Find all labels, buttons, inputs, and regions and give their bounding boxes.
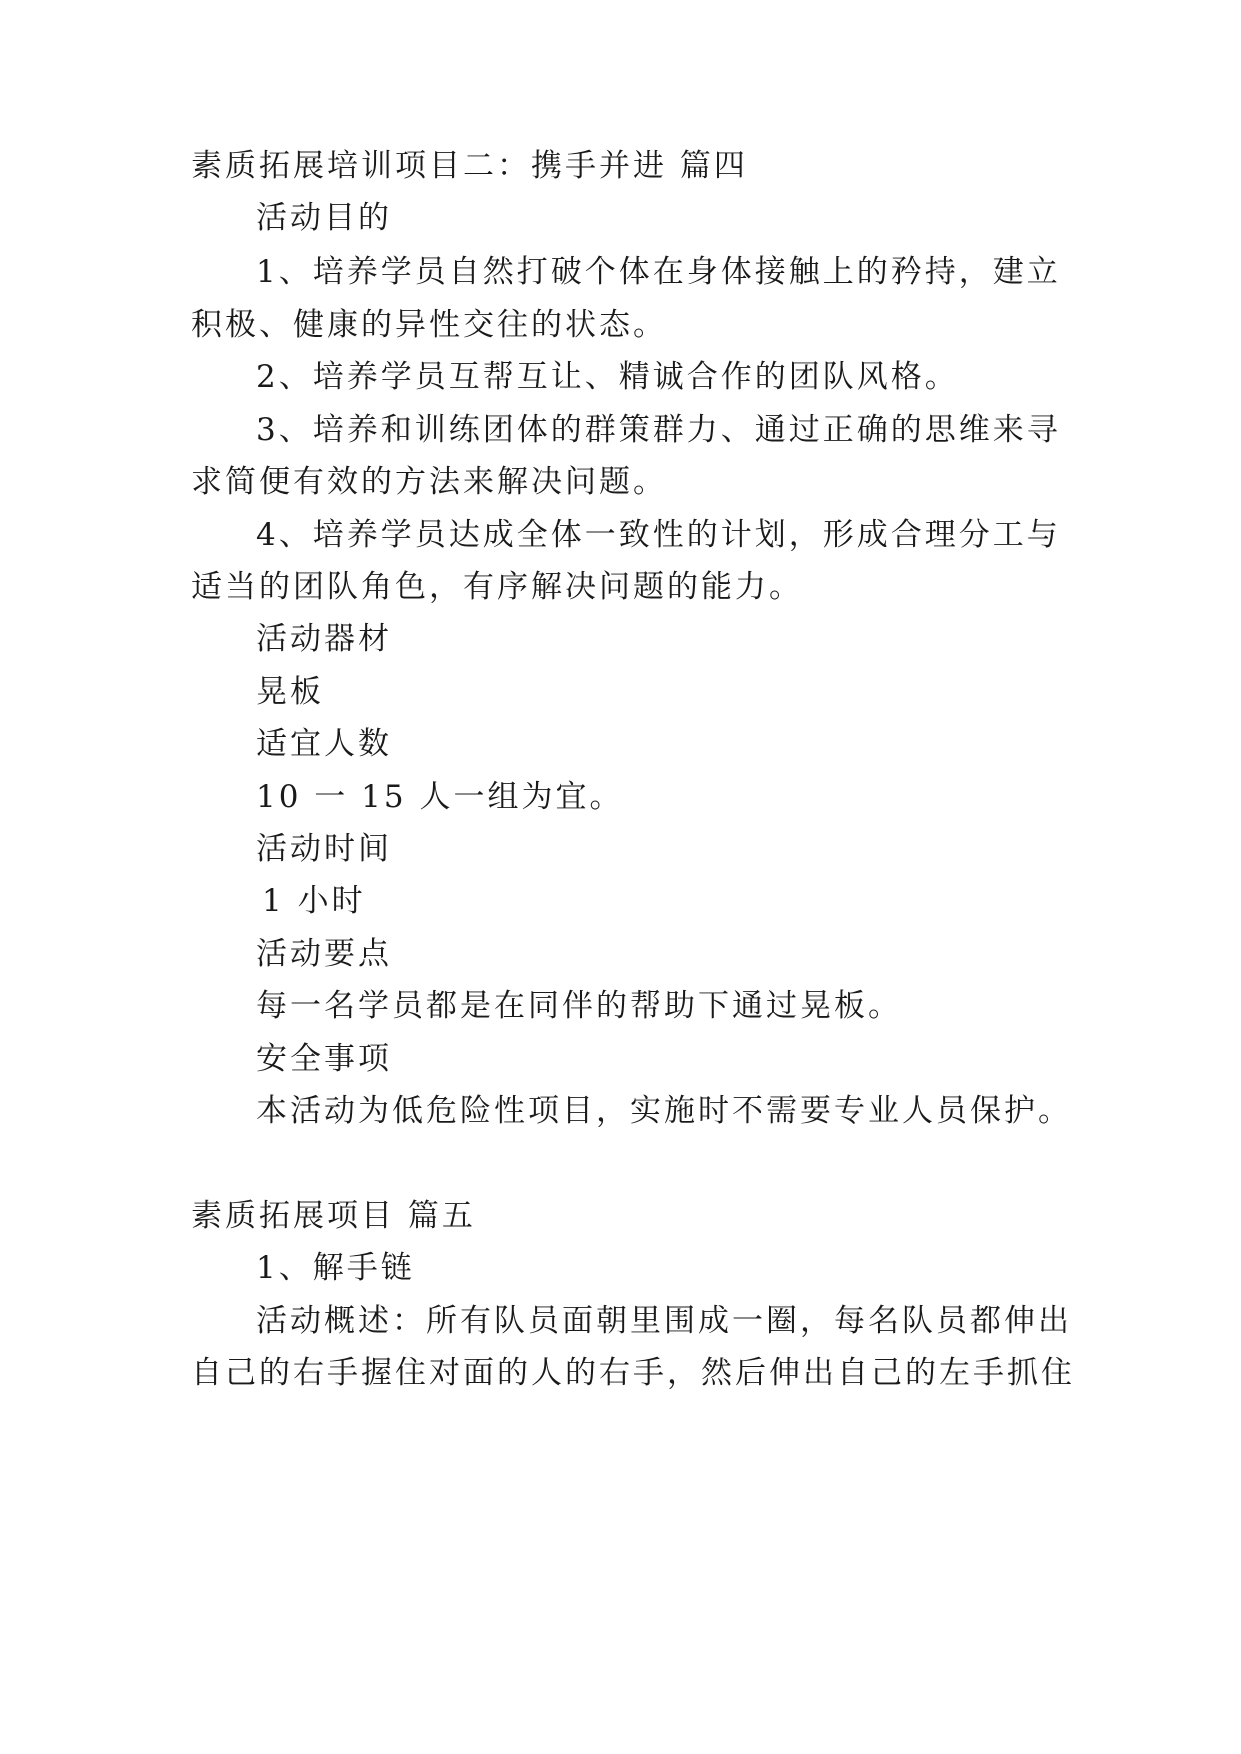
section-heading: 素质拓展培训项目二：携手并进 篇四	[191, 148, 748, 184]
paragraph-line: 活动概述：所有队员面朝里围成一圈，每名队员都伸出	[256, 1303, 1072, 1339]
section-heading: 素质拓展项目 篇五	[191, 1198, 476, 1234]
paragraph-line: 4、培养学员达成全体一致性的计划，形成合理分工与	[256, 517, 1061, 553]
paragraph-line: 自己的右手握住对面的人的右手，然后伸出自己的左手抓住	[191, 1355, 1075, 1391]
subheading-people: 适宜人数	[256, 726, 392, 762]
subheading-item: 1、解手链	[256, 1250, 415, 1286]
subheading-safety: 安全事项	[256, 1041, 392, 1077]
subheading-keypoint: 活动要点	[256, 936, 392, 972]
paragraph-line: 求简便有效的方法来解决问题。	[191, 464, 667, 500]
paragraph-line: 1 小时	[262, 883, 366, 919]
paragraph-line: 晃板	[256, 674, 324, 710]
paragraph-line: 1、培养学员自然打破个体在身体接触上的矜持，建立	[256, 254, 1061, 290]
subheading-equipment: 活动器材	[256, 621, 392, 657]
paragraph-line: 2、培养学员互帮互让、精诚合作的团队风格。	[256, 359, 959, 395]
paragraph-line: 每一名学员都是在同伴的帮助下通过晃板。	[256, 988, 902, 1024]
paragraph-line: 积极、健康的异性交往的状态。	[191, 307, 667, 343]
paragraph-line: 适当的团队角色，有序解决问题的能力。	[191, 569, 803, 605]
subheading-purpose: 活动目的	[256, 200, 392, 236]
subheading-time: 活动时间	[256, 831, 392, 867]
paragraph-line: 10 一 15 人一组为宜。	[256, 779, 624, 815]
paragraph-line: 3、培养和训练团体的群策群力、通过正确的思维来寻	[256, 412, 1061, 448]
paragraph-line: 本活动为低危险性项目，实施时不需要专业人员保护。	[256, 1093, 1072, 1129]
